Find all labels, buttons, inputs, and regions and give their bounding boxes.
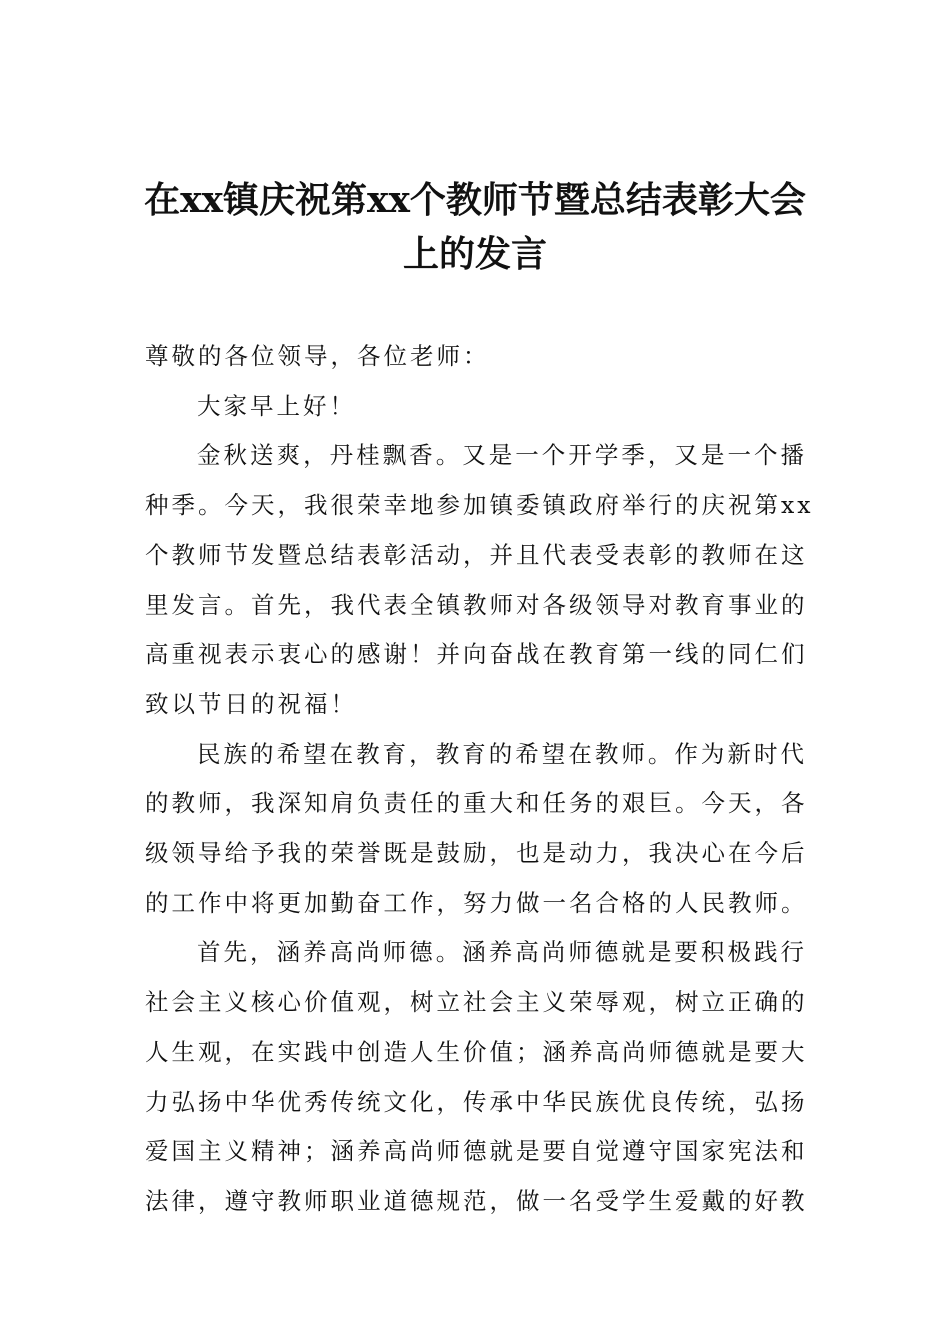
paragraph-line: 高重视表示衷心的感谢！并向奋战在教育第一线的同仁们 [145, 640, 808, 669]
paragraph-line: 个教师节发暨总结表彰活动，并且代表受表彰的教师在这 [145, 540, 808, 569]
paragraph-line: 种季。今天，我很荣幸地参加镇委镇政府举行的庆祝第xx [145, 491, 814, 520]
paragraph-line: 社会主义核心价值观，树立社会主义荣辱观，树立正确的 [145, 988, 808, 1017]
paragraph-line: 力弘扬中华优秀传统文化，传承中华民族优良传统，弘扬 [145, 1087, 808, 1116]
document-body [145, 332, 814, 1227]
paragraph-line: 人生观，在实践中创造人生价值；涵养高尚师德就是要大 [145, 1037, 808, 1066]
paragraph-line: 首先，涵养高尚师德。涵养高尚师德就是要积极践行 [197, 938, 807, 967]
paragraph-line: 的教师，我深知肩负责任的重大和任务的艰巨。今天，各 [145, 789, 808, 818]
greeting-paragraph [145, 382, 807, 432]
paragraph-line: 的工作中将更加勤奋工作，努力做一名合格的人民教师。 [145, 888, 808, 917]
paragraph-line: 法律，遵守教师职业道德规范，做一名受学生爱戴的好教 [145, 1186, 808, 1215]
salutation-paragraph [145, 332, 807, 382]
paragraph-line: 致以节日的祝福！ [145, 689, 357, 718]
paragraph-line: 爱国主义精神；涵养高尚师德就是要自觉遵守国家宪法和 [145, 1137, 808, 1166]
paragraph-line: 尊敬的各位领导，各位老师： [145, 342, 490, 370]
paragraph-line: 大家早上好！ [197, 391, 356, 420]
title-line-2: 上的发言 [402, 233, 547, 275]
opening-paragraph [145, 431, 814, 729]
paragraph-line: 级领导给予我的荣誉既是鼓励，也是动力，我决心在今后 [145, 839, 808, 868]
paragraph-line: 里发言。首先，我代表全镇教师对各级领导对教育事业的 [145, 590, 808, 619]
document-title [120, 173, 830, 281]
ethics-paragraph [145, 928, 807, 1226]
paragraph-line: 金秋送爽，丹桂飘香。又是一个开学季，又是一个播 [197, 441, 807, 470]
title-line-1: 在xx镇庆祝第xx个教师节暨总结表彰大会 [144, 179, 806, 221]
mission-paragraph [145, 730, 807, 929]
paragraph-line: 民族的希望在教育，教育的希望在教师。作为新时代 [197, 739, 807, 768]
